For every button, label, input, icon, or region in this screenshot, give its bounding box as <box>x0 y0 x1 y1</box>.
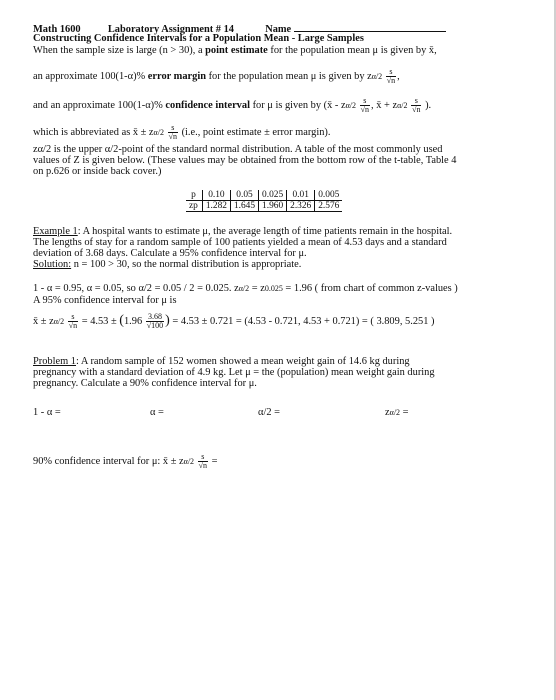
intro-line-4: which is abbreviated as x̄ ± zα/2 $\frac{s}{√n}$ (i.e., point estimate ± error margin). <box>33 123 331 141</box>
problem-label: Problem 1 <box>33 356 77 367</box>
calc-line-1: 1 - α = 0.95, α = 0.05, so α/2 = 0.05 / 2 = 0.025. zα/2 = z0.025 = 1.96 ( from chart of common z-values ) <box>33 283 458 294</box>
example-line-1: Example 1: A hospital wants to estimate μ, the average length of time patients remain in the hospital. <box>33 226 453 237</box>
intro-line-6: values of Z is given below. (These values may be obtained from the bottom row of the t-table, Table 4 <box>33 155 457 166</box>
intro-line-2: an approximate 100(1-α)% error margin for the population mean μ is given by zα/2 $\frac{s}{√n}$ , <box>33 67 400 85</box>
assignment-label: Laboratory Assignment # 14 <box>107 24 234 35</box>
page-title: Constructing Confidence Intervals for a Population Mean - Large Samples <box>33 33 364 44</box>
problem-line-1: Problem 1: A random sample of 152 women showed a mean weight gain of 14.6 kg during <box>33 356 410 367</box>
z-table-z-label: zp <box>186 201 202 212</box>
field-one-minus-alpha: 1 - α = <box>33 407 61 418</box>
calc-line-2: A 95% confidence interval for μ is <box>33 295 177 306</box>
name-field[interactable] <box>294 22 446 32</box>
intro-line-5: zα/2 is the upper α/2-point of the standard normal distribution. A table of the most commonly used <box>33 144 443 155</box>
problem-line-2: pregnancy with a standard deviation of 4.9 kg. Let μ = the (population) mean weight gain during <box>33 367 435 378</box>
example-line-3: deviation of 3.68 days. Calculate a 95% confidence interval for μ. <box>33 248 307 259</box>
z-table-p-row: p 0.10 0.05 0.025 0.01 0.005 <box>186 190 342 201</box>
field-z-alpha-half: zα/2 = <box>385 407 409 418</box>
problem-line-3: pregnancy. Calculate a 90% confidence interval for μ. <box>33 378 257 389</box>
s-over-root-n: $\frac{s}{√n}$ <box>386 67 396 85</box>
example-line-2: The lengths of stay for a random sample of 100 patients yielded a mean of 4.53 days and a standard <box>33 237 447 248</box>
calc-line-3: x̄ ± zα/2 $\frac{s}{√n}$ = 4.53 ± (1.96 $\frac{3.68}{√100}$ ) = 4.53 ± 0.721 = (4.53 - 0.721, 4.53 + 0.721) = ( 3.809, 5.251 ) <box>33 312 435 330</box>
solution-label: Solution: <box>33 259 72 270</box>
ci-answer-line: 90% confidence interval for μ: x̄ ± zα/2 $\frac{s}{√n}$ = <box>33 452 218 470</box>
intro-line-1: When the sample size is large (n > 30), a point estimate for the population mean μ is given by x̄, <box>33 45 437 56</box>
z-table-p-label: p <box>186 190 202 201</box>
sd-over-root-100: $\frac{3.68}{√100}$ <box>146 312 164 330</box>
z-table-z-row: zp 1.282 1.645 1.960 2.326 2.576 <box>186 201 342 212</box>
intro-line-7: on p.626 or inside back cover.) <box>33 166 162 177</box>
z-value-table <box>186 190 342 212</box>
course-label: Math 1600 <box>33 24 81 35</box>
example-label: Example 1 <box>33 226 78 237</box>
solution-line: Solution: n = 100 > 30, so the normal distribution is appropriate. <box>33 259 302 270</box>
field-alpha: α = <box>150 407 164 418</box>
name-label: Name <box>265 24 292 35</box>
field-alpha-half: α/2 = <box>258 407 280 418</box>
intro-line-3: and an approximate 100(1-α)% confidence interval for μ is given by (x̄ - zα/2 $\frac{s}{√n}$ , x̄ + zα/2 $\frac{s}{√n}$ ). <box>33 96 432 114</box>
